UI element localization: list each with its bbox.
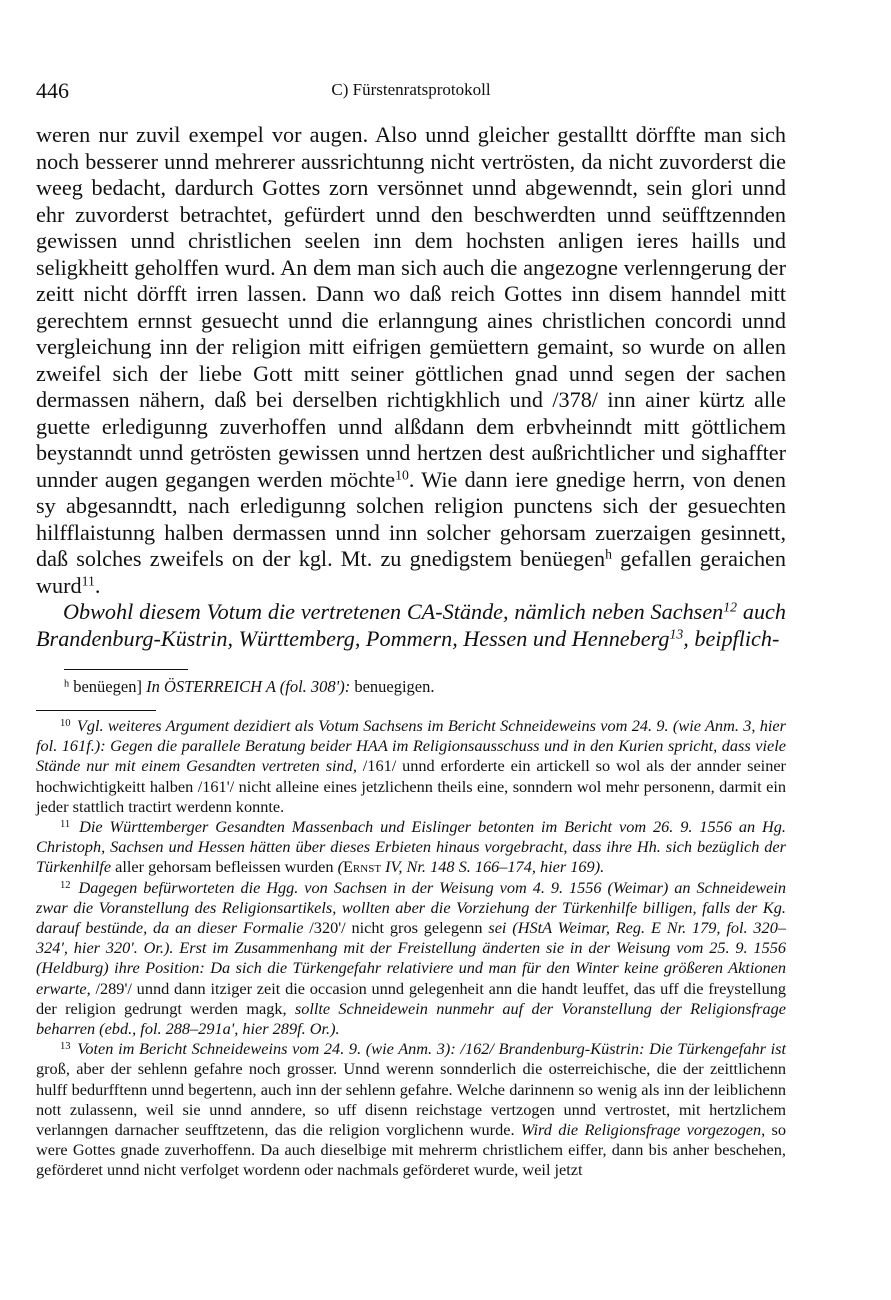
footnotes	[36, 716, 786, 1181]
footnote-13	[36, 1039, 786, 1180]
main-paragraph-2	[36, 599, 786, 652]
footnote-12	[36, 878, 786, 1040]
footnote-ref-12[interactable]: 12	[723, 599, 738, 615]
running-head: C) Fürstenratsprotokoll	[331, 80, 491, 99]
apparatus-lemma: benüegen]	[69, 677, 147, 696]
footnote-text: /289'/ unnd dann itziger zeit die occasion unnd gelegenheit ann die handt leuffet, das uff die freystellung der religion gedrungt werden magk,	[36, 978, 786, 1018]
text-run: . Wie dann iere gnedige herrn, von denen sy abgesanndtt, nach erledigunng solchen religion punctens sich der gesuechten hilfflaistunng halben dermassen unnd inn solcher gehorsam zuerzaigen gesinnett, daß solches zweifels on der kgl. Mt. zu gnedigstem benüegen	[36, 466, 786, 571]
footnote-10	[36, 716, 786, 817]
footnote-ref-13[interactable]: 13	[669, 625, 684, 641]
footnote-text: aller gehorsam befleissen wurden	[111, 857, 338, 877]
apparatus-mark: h	[64, 678, 70, 690]
footnote-text: /320'/ nicht gros gelegenn	[303, 918, 489, 938]
footnote-text: so were Gottes gnade zuverhoffenn. Da auch dieselbige mit mehrerm christlichem eiffer, dann bis anher beschehen, geförderet unnd nicht verfolget wordenn oder nachmals geförderet wurde, weil jetzt	[36, 1120, 786, 1180]
footnote-text: IV, Nr. 148 S. 166–174, hier 169).	[381, 857, 605, 877]
footnote-divider	[36, 710, 156, 711]
footnote-text: Die Württemberger Gesandten Massenbach und Eislinger betonten im Bericht vom 26. 9. 1556 an Hg. Christoph, Sachsen und Hessen hätten über dieses Erbieten hinaus vorgebracht, dass ihre Hh. sich bezüglich der Türkenhilfe	[36, 817, 786, 877]
footnote-number: 10	[60, 718, 71, 730]
footnote-number: 13	[60, 1041, 71, 1053]
footnote-ref-11[interactable]: 11	[81, 572, 95, 588]
footnote-text: sollte Schneidewein nunmehr auf der Voranstellung der Religionsfrage beharren (ebd., fol. 288–291a', hier 289f. Or.).	[36, 998, 787, 1039]
text-run: , beipflich-	[683, 625, 780, 651]
apparatus-source: In ÖSTERREICH A (fol. 308'):	[146, 677, 351, 696]
footnote-text: Dagegen befürworteten die Hgg. von Sachsen in der Weisung vom 4. 9. 1556 (Weimar) an Schneidewein zwar die Voranstellung des Religionsartikels, wollten aber die Vorziehung der Türkenhilfe billigen, falls der Kg. darauf bestünde, da an dieser Formalie	[36, 877, 786, 938]
footnote-author: Ernst	[342, 857, 382, 877]
apparatus-note	[36, 676, 786, 698]
text-run: weren nur zuvil exempel vor augen. Also unnd gleicher gestalltt dörffte man sich noch besserer unnd mehrerer aussrichtunng nicht vertrösten, da nicht zuvorderst die weeg bedacht, dardurch Gottes zorn versönnet unnd abgewenndt, sein glori unnd ehr zuvorderst betrachtet, gefürdert unnd den beschwerdten unnd seüfftzennden gewissen unnd christlichen seelen inn dem hochsten anligen ieres haills und seligkheitt geholffen wurd. An dem man sich auch die angezogne verlenngerung der zeitt nicht dörfft irren lassen. Dann wo daß reich Gottes inn disem hanndel mitt gerechtem ernnst gesuecht unnd die erlanngung aines christlichen concordi unnd vergleichung inn der religion mitt eifrigen gemüettern gemaint, so wurde on allen zweifel sich der liebe Gott mitt seiner göttlichen gnad unnd segen der sachen dermassen nähern, daß bei derselben richtigkhlich und /378/ inn ainer kürtz alle guette erledigunng zuverhoffen unnd alßdann dem erbvheinndt mitt göttlichem beystanndt unnd getrösten gewissen unnd hertzen dest außrichtlicher und sighaffter unnder augen gegangen werden möchte	[36, 122, 786, 492]
apparatus-reading: benuegigen.	[350, 677, 435, 696]
main-paragraph-1	[36, 122, 786, 599]
footnote-text: groß, aber der sehlenn gefahre noch grosser. Unnd werenn sonnderlich die osterreichische, die der zeittlichenn hulff bedurfftenn unnd begertenn, auch inn der sehlenn gefahre. Welche darinnenn so wenig als inn der leiblichenn nott zulassenn, weil sie unnd anndere, so uff disenn reichstage vertzogen unnd vertrostet, mit hertzlichem verlanngen darnacher seufftzetenn, das die religion vorglichenn wurde.	[36, 1059, 786, 1140]
apparatus-ref-h[interactable]: h	[605, 546, 612, 562]
footnote-number: 12	[60, 879, 71, 891]
footnote-text: /161/ unnd erforderte ein artickell so wol als der annder seiner hochwichtigkeitt halben /161'/ nicht alleine eines jetzlichenn theils eine, sonndern wol mehr personenn, darmit ein jeder stattlich tractirt werdenn konnte.	[36, 756, 786, 816]
text-run: Obwohl diesem Votum die vertretenen CA-Stände, nämlich neben Sachsen	[63, 599, 724, 624]
footnote-ref-10[interactable]: 10	[395, 466, 409, 482]
footnote-11	[36, 817, 786, 878]
footnote-text: Voten im Bericht Schneideweins vom 24. 9. (wie Anm. 3): /162/ Brandenburg-Küstrin: Die Türkengefahr ist	[77, 1039, 786, 1059]
page-number: 446	[36, 78, 69, 103]
footnote-text: Wird die Religionsfrage vorgezogen,	[520, 1120, 766, 1140]
footnote-text: (	[337, 857, 343, 877]
text-run: .	[94, 572, 101, 598]
page-header	[36, 78, 786, 106]
apparatus-divider	[64, 669, 188, 670]
footnote-text: Vgl. weiteres Argument dezidiert als Votum Sachsens im Bericht Schneideweins vom 24. 9. (wie Anm. 3, hier fol. 161f.): Gegen die parallele Beratung beider HAA im Religionsausschuss und in den Kurien spricht, dass viele Stände nur mit einem Gesandten vertreten sind,	[36, 716, 786, 776]
footnote-number: 11	[60, 819, 71, 831]
text-run: gefallen geraichen wurd	[36, 546, 786, 598]
main-text	[36, 122, 786, 652]
footnote-text: sei (HStA Weimar, Reg. E Nr. 179, fol. 320–324', hier 320'. Or.). Erst im Zusammenhang mit der Freistellung änderten sie in der Weisung vom 25. 9. 1556 (Heldburg) ihre Position: Da sich die Türkengefahr relativiere und man für den Winter keine größeren Aktionen erwarte,	[36, 918, 786, 998]
text-run: auch Brandenburg-Küstrin, Württemberg, Pommern, Hessen und Henneberg	[36, 599, 786, 651]
